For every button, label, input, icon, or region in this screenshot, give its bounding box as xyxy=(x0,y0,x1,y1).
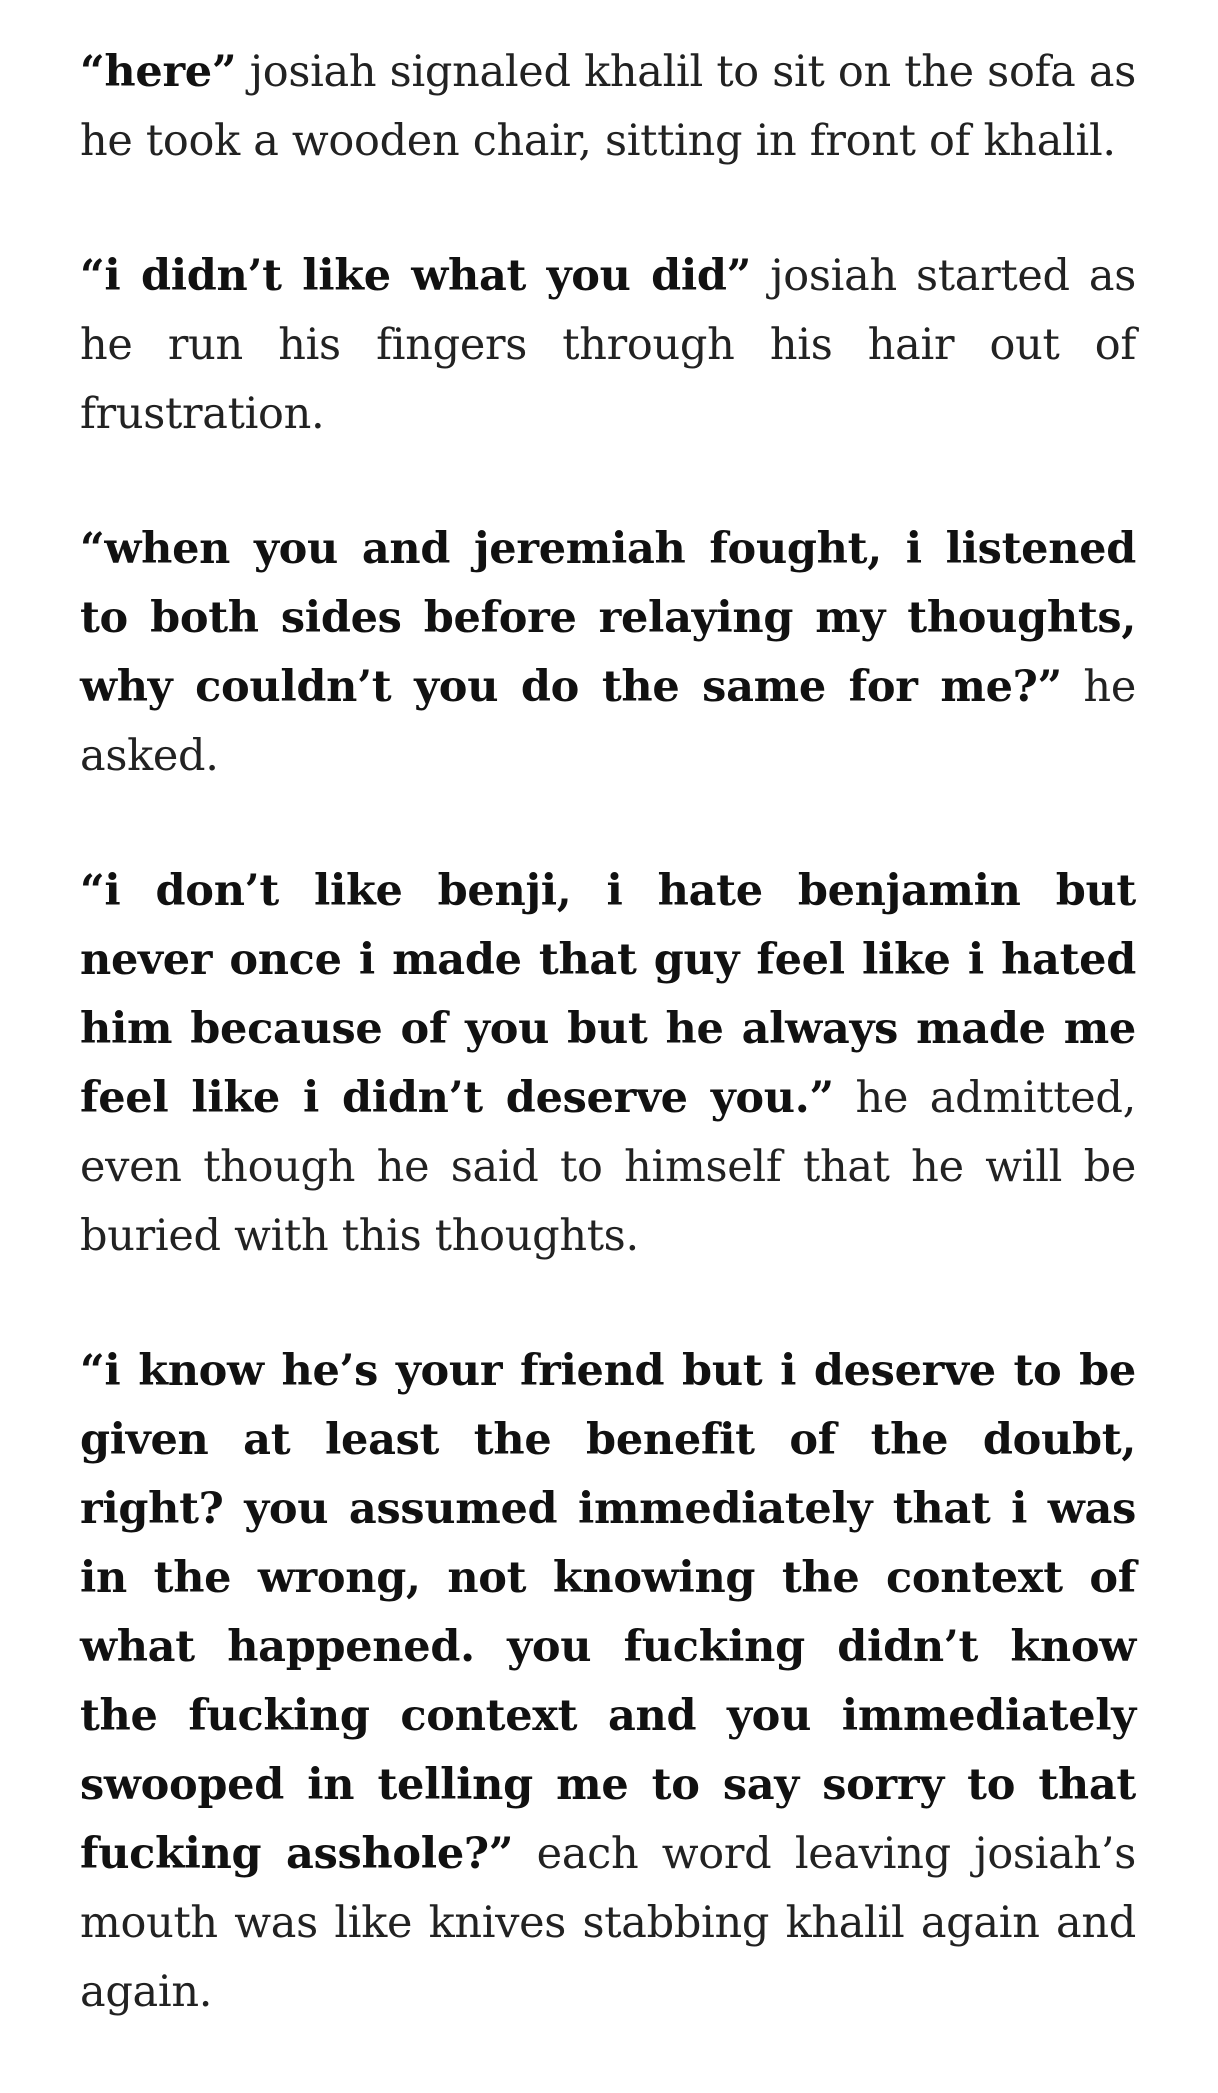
narration-text: each word leaving josiah’s mouth was like knives stabbing khalil again and again. xyxy=(80,1829,1136,2017)
paragraph-1 xyxy=(80,38,1136,176)
narration-text: josiah signaled khalil to sit on the sofa as he took a wooden chair, sitting in front of khalil. xyxy=(80,47,1136,166)
narration-text: he admitted, even though he said to himself that he will be buried with this thoughts. xyxy=(80,1073,1136,1261)
dialogue-text: “when you and jeremiah fought, i listened to both sides before relaying my thoughts, why couldn’t you do the same for me?” xyxy=(80,524,1136,712)
dialogue-text: “i know he’s your friend but i deserve to be given at least the benefit of the doubt, right? you assumed immediately that i was in the wrong, not knowing the context of what happened. you fucking didn’t know the fucking context and you immediately swooped in telling me to say sorry to that fucking asshole?” xyxy=(80,1346,1136,1879)
paragraph-3 xyxy=(80,515,1136,791)
paragraph-5 xyxy=(80,1337,1136,2027)
paragraph-4 xyxy=(80,857,1136,1271)
narration-text: josiah started as he run his fingers through his hair out of frustration. xyxy=(80,251,1136,439)
story-text-body xyxy=(80,38,1136,2093)
dialogue-text: “here” xyxy=(80,47,237,97)
dialogue-text: “i didn’t like what you did” xyxy=(80,251,752,301)
paragraph-2 xyxy=(80,242,1136,449)
dialogue-text: “i don’t like benji, i hate benjamin but never once i made that guy feel like i hated him because of you but he always made me feel like i didn’t deserve you.” xyxy=(80,866,1136,1123)
narration-text: he asked. xyxy=(80,662,1136,781)
